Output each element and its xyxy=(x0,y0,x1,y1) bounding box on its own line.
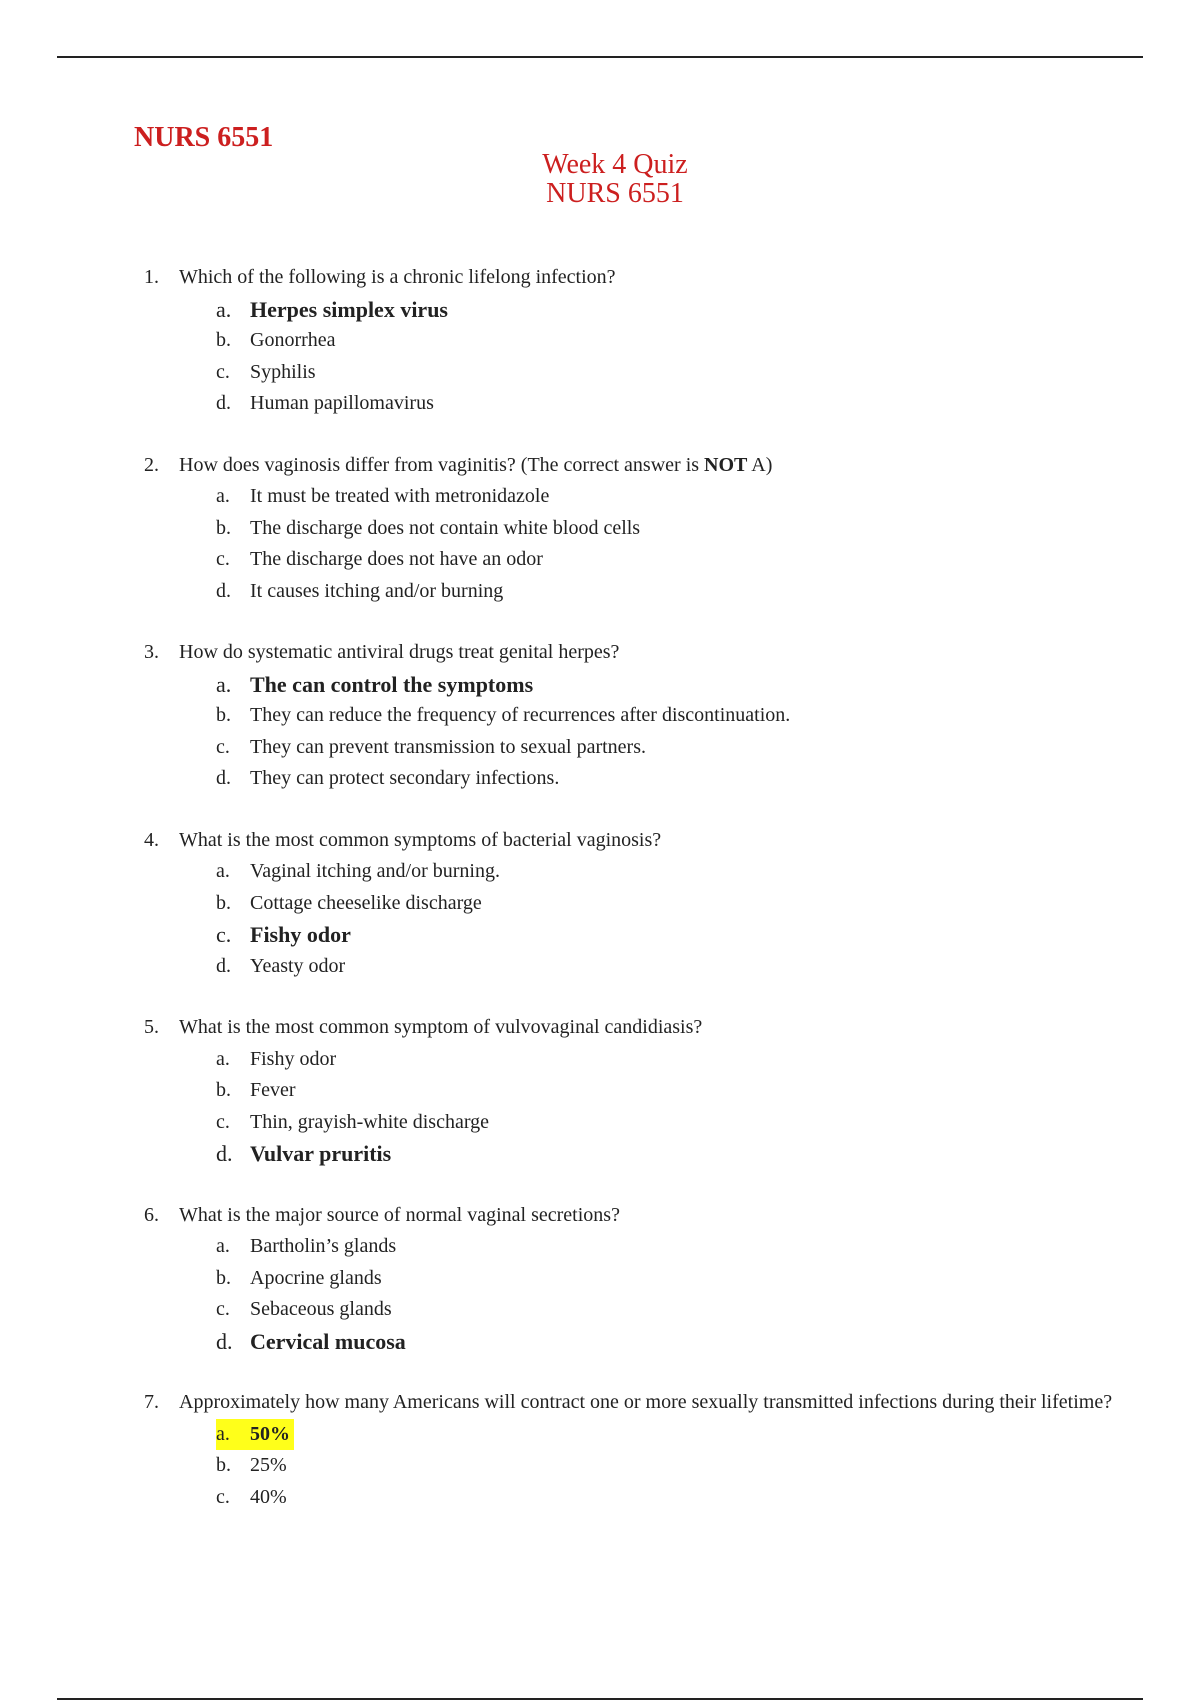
quiz-title-line2: NURS 6551 xyxy=(546,178,684,209)
option-text: 50% xyxy=(250,1419,294,1451)
option-text: Sebaceous glands xyxy=(250,1298,392,1320)
top-rule xyxy=(57,56,1143,58)
option-letter: c. xyxy=(216,735,230,758)
answer-option xyxy=(216,357,1144,389)
answer-option xyxy=(216,1450,1144,1482)
option-text: The can control the symptoms xyxy=(250,671,534,697)
question-text: How do systematic antiviral drugs treat genital herpes? xyxy=(179,641,620,663)
quiz-title-line1: Week 4 Quiz xyxy=(542,149,688,180)
option-letter: d. xyxy=(216,1141,233,1166)
question-5 xyxy=(144,1012,1144,1170)
option-letter: a. xyxy=(216,860,230,882)
option-text: Thin, grayish-white discharge xyxy=(250,1110,490,1133)
answer-option xyxy=(216,1138,1144,1170)
answer-option xyxy=(216,732,1144,764)
option-text: 25% xyxy=(250,1454,287,1476)
answer-option xyxy=(216,325,1144,357)
question-4 xyxy=(144,825,1144,983)
option-text: Fishy odor xyxy=(250,922,351,947)
question-text-part: How does vaginosis differ from vaginitis? (The correct answer is xyxy=(179,453,705,476)
answer-option xyxy=(216,388,1144,420)
course-code: NURS 6551 xyxy=(134,122,274,153)
answer-option xyxy=(216,1263,1144,1295)
question-text: What is the most common symptom of vulvovaginal candidiasis? xyxy=(179,1016,703,1038)
option-letter: c. xyxy=(216,1485,230,1508)
option-letter: c. xyxy=(216,1298,230,1320)
option-letter: d. xyxy=(216,392,231,414)
option-letter: a. xyxy=(216,671,232,697)
option-letter: b. xyxy=(216,329,231,351)
answer-option xyxy=(216,951,1144,983)
option-text: Herpes simplex virus xyxy=(250,296,448,322)
option-text: The discharge does not contain white blood cells xyxy=(250,516,641,539)
question-number: 4. xyxy=(144,828,159,851)
question-6 xyxy=(144,1200,1144,1358)
option-letter: b. xyxy=(216,516,231,539)
question-stem xyxy=(144,1012,1144,1044)
option-text: They can prevent transmission to sexual partners. xyxy=(250,735,646,758)
option-text: 40% xyxy=(250,1485,287,1508)
question-number: 1. xyxy=(144,266,159,288)
option-letter: c. xyxy=(216,360,230,383)
question-number: 2. xyxy=(144,453,159,476)
question-2 xyxy=(144,450,1144,608)
option-text: Fever xyxy=(250,1079,296,1101)
option-letter: b. xyxy=(216,1454,231,1476)
answer-option xyxy=(216,919,1144,951)
option-letter: d. xyxy=(216,954,231,977)
option-letter: a. xyxy=(216,485,230,507)
option-text: Syphilis xyxy=(250,360,316,383)
question-number: 7. xyxy=(144,1391,159,1413)
question-text: What is the most common symptoms of bacterial vaginosis? xyxy=(179,828,662,851)
option-text: The discharge does not have an odor xyxy=(250,548,543,570)
question-stem xyxy=(144,1387,1144,1419)
question-list xyxy=(144,262,1144,1543)
answer-option xyxy=(216,763,1144,795)
answer-option xyxy=(216,576,1144,608)
answer-option xyxy=(216,1231,1144,1263)
option-text: Cottage cheeselike discharge xyxy=(250,891,482,914)
option-letter: a. xyxy=(216,296,232,322)
option-text: Cervical mucosa xyxy=(250,1328,406,1354)
option-text: Bartholin’s glands xyxy=(250,1235,397,1257)
answer-option xyxy=(216,856,1144,888)
answer-option xyxy=(216,1419,305,1451)
option-letter: b. xyxy=(216,891,231,914)
answer-option xyxy=(216,1482,1144,1514)
answer-option xyxy=(216,513,1144,545)
answer-option xyxy=(216,700,1144,732)
answer-option xyxy=(216,669,1144,701)
question-text-part: A) xyxy=(747,453,773,476)
option-letter: c. xyxy=(216,922,232,947)
option-text: Gonorrhea xyxy=(250,329,336,351)
quiz-title xyxy=(0,150,1200,208)
option-letter: b. xyxy=(216,704,231,726)
question-stem xyxy=(144,450,1144,482)
option-letter: a. xyxy=(216,1419,250,1451)
question-number: 6. xyxy=(144,1203,159,1226)
question-text xyxy=(179,450,772,482)
question-7 xyxy=(144,1387,1144,1513)
option-text: Yeasty odor xyxy=(250,954,346,977)
option-letter: a. xyxy=(216,1047,230,1070)
option-text: It must be treated with metronidazole xyxy=(250,485,550,507)
option-letter: d. xyxy=(216,767,231,789)
question-3 xyxy=(144,637,1144,795)
option-letter: c. xyxy=(216,1110,230,1133)
option-text: Human papillomavirus xyxy=(250,392,434,414)
question-text: What is the major source of normal vaginal secretions? xyxy=(179,1203,620,1226)
question-number: 5. xyxy=(144,1016,159,1038)
option-letter: d. xyxy=(216,579,231,602)
question-stem xyxy=(144,262,1144,294)
question-text: Approximately how many Americans will contract one or more sexually transmitted infections during their lifetime? xyxy=(179,1391,1113,1413)
option-text: Vaginal itching and/or burning. xyxy=(250,860,500,882)
question-stem xyxy=(144,637,1144,669)
option-text: They can protect secondary infections. xyxy=(250,767,560,789)
option-letter: b. xyxy=(216,1266,231,1289)
answer-option xyxy=(216,1044,1144,1076)
option-text: It causes itching and/or burning xyxy=(250,579,504,602)
answer-option xyxy=(216,1326,1144,1358)
answer-option xyxy=(216,1294,1144,1326)
option-text: They can reduce the frequency of recurrences after discontinuation. xyxy=(250,704,791,726)
question-number: 3. xyxy=(144,641,159,663)
option-letter: a. xyxy=(216,1235,230,1257)
answer-option xyxy=(216,888,1144,920)
question-1 xyxy=(144,262,1144,420)
option-letter: d. xyxy=(216,1328,233,1354)
answer-option xyxy=(216,481,1144,513)
answer-option xyxy=(216,544,1144,576)
question-stem xyxy=(144,825,1144,857)
option-letter: b. xyxy=(216,1079,231,1101)
question-stem xyxy=(144,1200,1144,1232)
answer-option xyxy=(216,294,1144,326)
question-text: Which of the following is a chronic lifelong infection? xyxy=(179,266,616,288)
option-text: Vulvar pruritis xyxy=(250,1141,392,1166)
option-letter: c. xyxy=(216,548,230,570)
answer-option xyxy=(216,1107,1144,1139)
question-text-emphasis: NOT xyxy=(704,453,748,476)
option-text: Fishy odor xyxy=(250,1047,337,1070)
answer-option xyxy=(216,1075,1144,1107)
option-text: Apocrine glands xyxy=(250,1266,382,1289)
